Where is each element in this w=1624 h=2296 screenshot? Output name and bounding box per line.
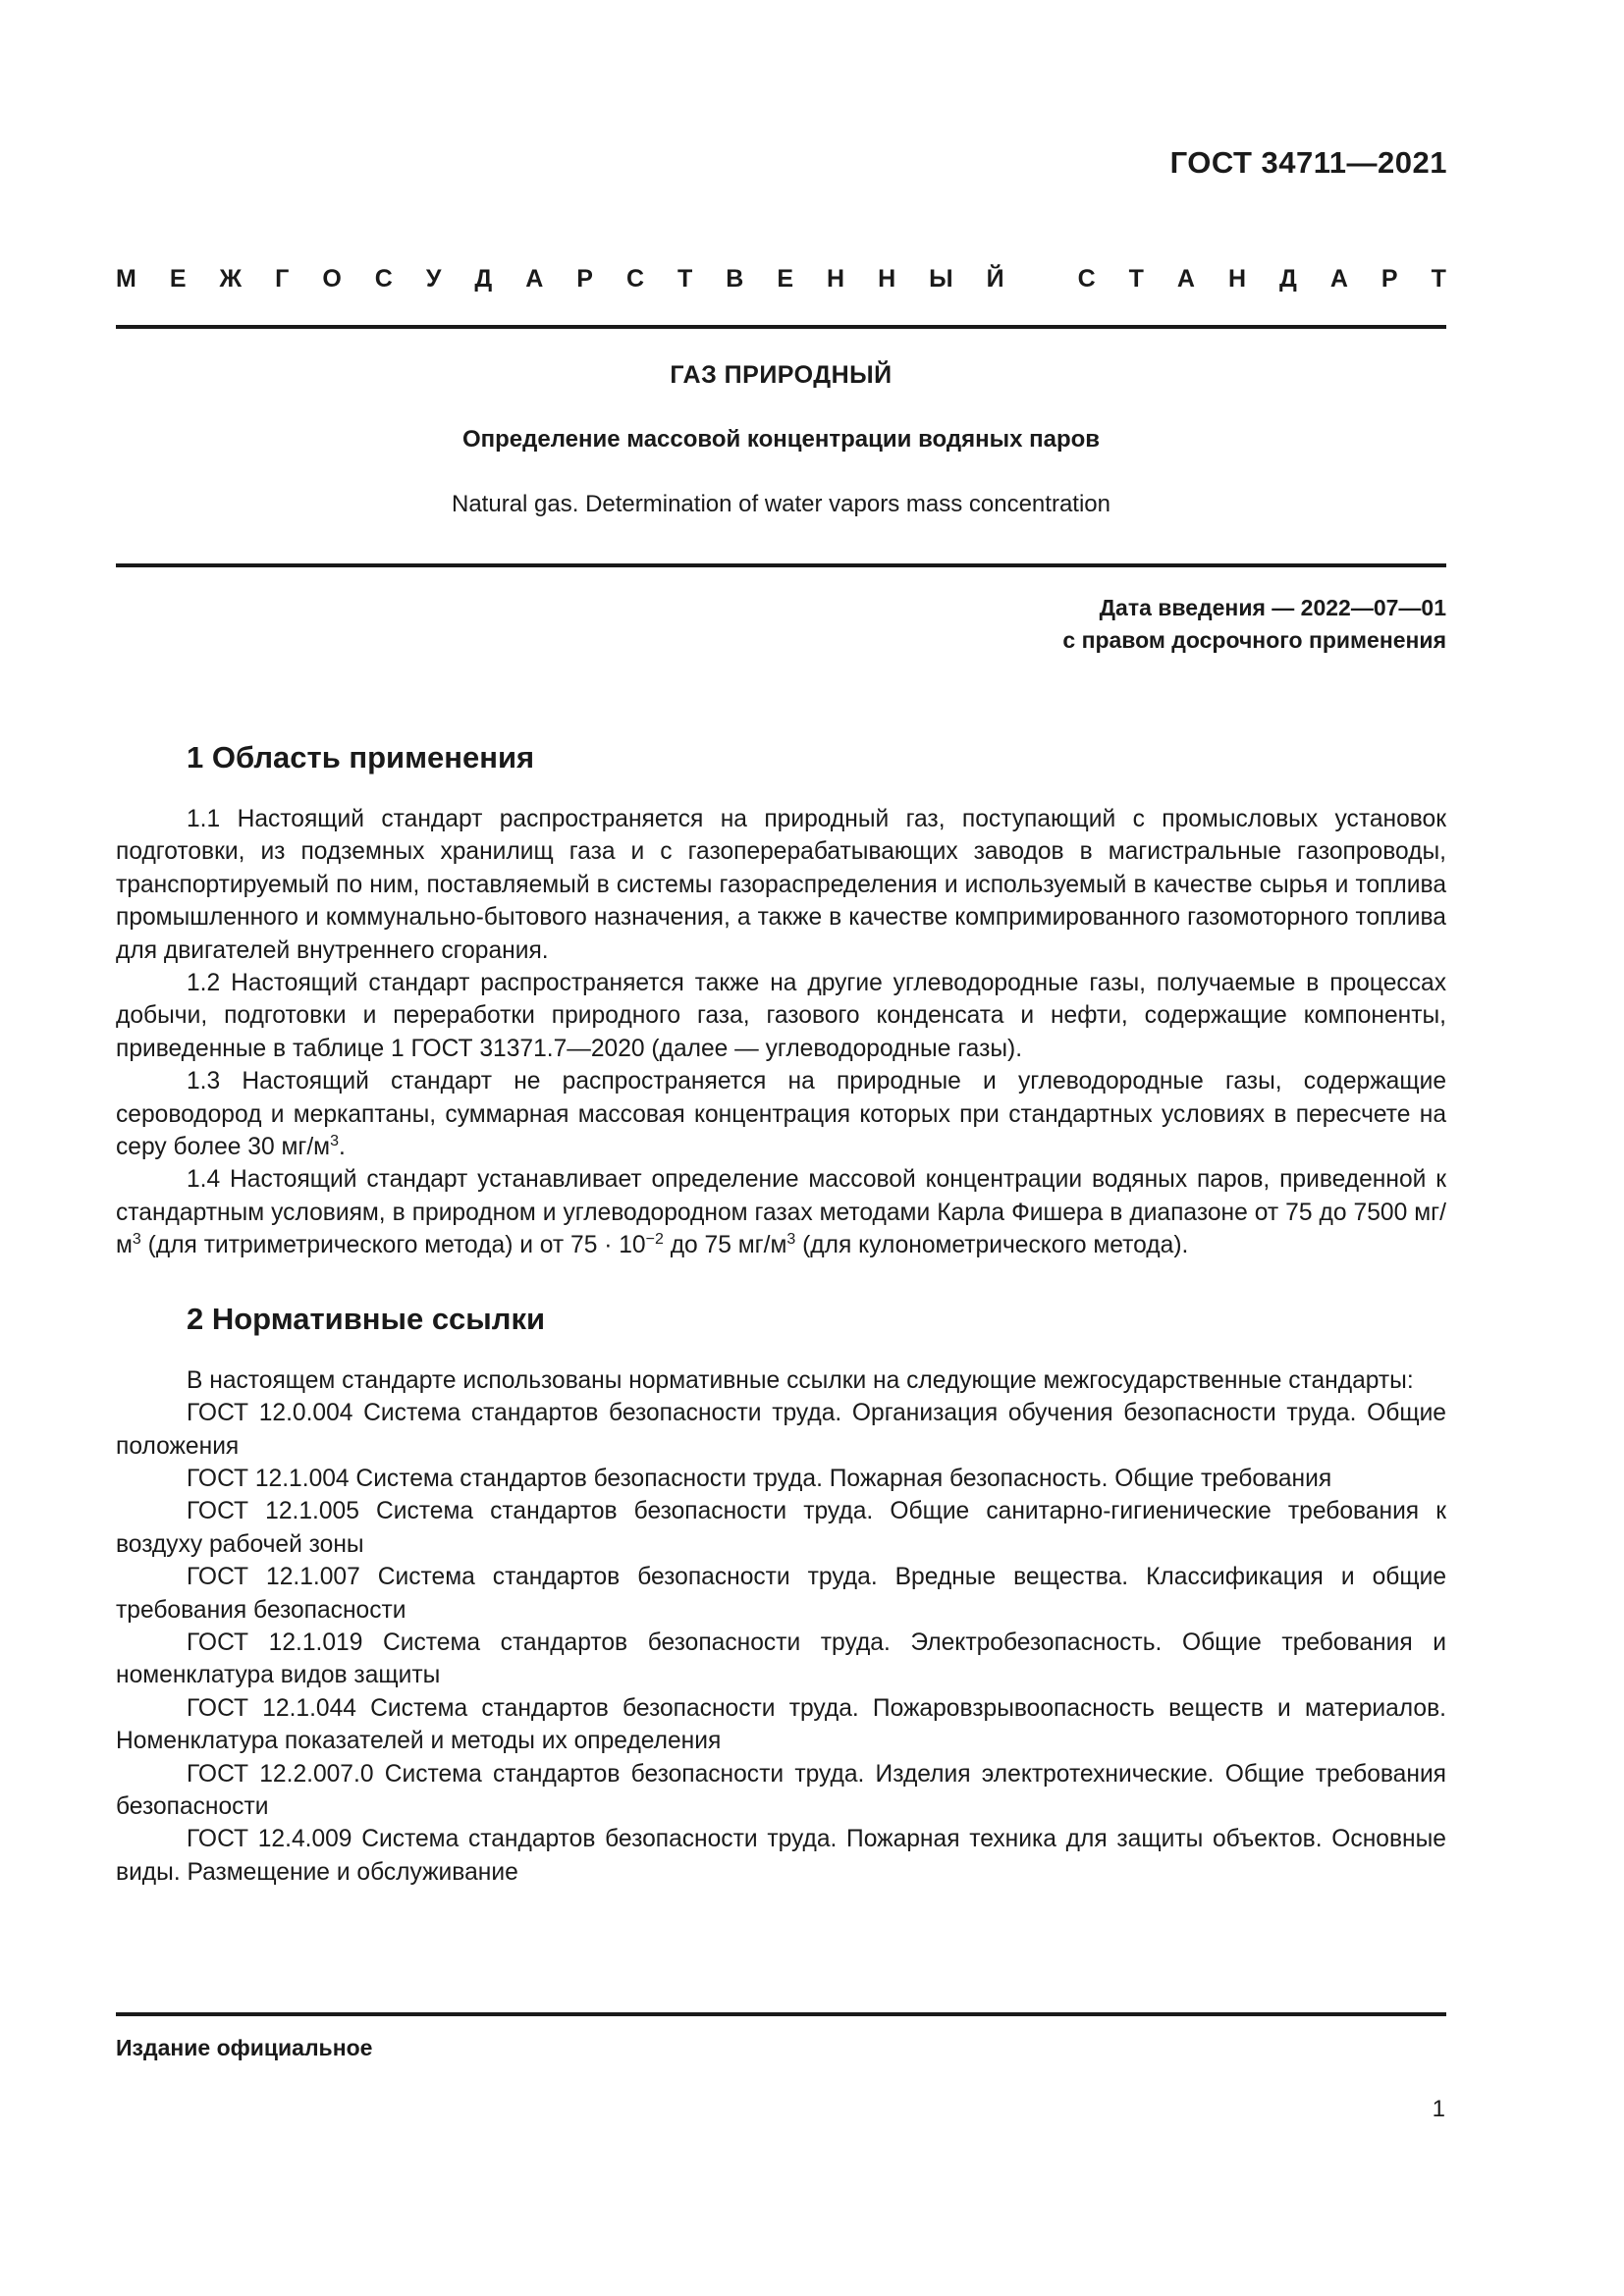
introduction-date: Дата введения — 2022—07—01 [1099,595,1446,620]
banner-letter: Р [576,265,593,293]
section-heading: 2 Нормативные ссылки [187,1301,546,1336]
paragraph-text: 1.4 Настоящий стандарт устанавливает определение массовой концентрации водяных паров, приведенной к стандартным условиям, в природном и углеводородном газах методами Карла Фишера в диапазоне от 75 до 7500 мг/м [116,1166,1446,1259]
banner-letter: Е [169,265,187,293]
banner-letter: Н [827,265,845,293]
section-heading: 1 Область применения [187,740,535,774]
banner-letter: В [726,265,744,293]
banner-letter: А [1176,265,1195,293]
banner-letter: А [1329,265,1348,293]
document-title: ГАЗ ПРИРОДНЫЙ [670,361,893,389]
paragraph-text: (для титриметрического метода) и от 75 · 10 [140,1232,646,1259]
superscript: −2 [645,1231,664,1249]
reference-item: ГОСТ 12.1.044 Система стандартов безопасности труда. Пожаровзрывоопасность веществ и материалов. Номенклатура показателей и методы их определения [116,1694,1446,1755]
banner-letter: У [425,265,442,293]
paragraph-text: 1.3 Настоящий стандарт не распространяется на природные и углеводородные газы, содержащие сероводород и меркаптаны, суммарная массовая концентрация которых при стандартных условиях в пересчете на серу более 30 мг/м [116,1068,1446,1161]
banner-letter: Д [474,265,493,293]
document-number: ГОСТ 34711—2021 [1169,145,1447,180]
early-application-note: с правом досрочного применения [1062,627,1446,653]
banner-letter: Д [1279,265,1297,293]
document-subtitle: Определение массовой концентрации водяных паров [461,426,1101,453]
introduction-date-block [1062,592,1446,657]
document-title-english: Natural gas. Determination of water vapors mass concentration [452,491,1110,517]
reference-item: ГОСТ 12.4.009 Система стандартов безопасности труда. Пожарная техника для защиты объектов. Основные виды. Размещение и обслуживание [116,1826,1446,1886]
reference-item: ГОСТ 12.1.005 Система стандартов безопасности труда. Общие санитарно-гигиенические требования к воздуху рабочей зоны [116,1498,1446,1558]
edition-label: Издание официальное [116,2035,373,2060]
document-body [116,738,1446,1889]
banner-letter: Н [1227,265,1247,293]
interstate-standard-banner [116,265,1446,294]
banner-letter: Е [777,265,794,293]
banner-letter: Р [1380,265,1398,293]
banner-letter: Т [677,265,693,293]
reference-item: ГОСТ 12.2.007.0 Система стандартов безопасности труда. Изделия электротехнические. Общие требования безопасности [116,1760,1446,1820]
title-divider [116,563,1446,567]
paragraph [116,1065,1446,1163]
banner-letter: С [1077,265,1096,293]
reference-item: ГОСТ 12.0.004 Система стандартов безопасности труда. Организация обучения безопасности труда. Общие положения [116,1400,1446,1460]
page-number: 1 [1432,2096,1445,2122]
paragraph: В настоящем стандарте использованы нормативные ссылки на следующие межгосударственные стандарты: [187,1366,1414,1394]
banner-letter: С [625,265,645,293]
banner-gap [1038,265,1045,294]
banner-letter: Т [1431,265,1446,293]
banner-letter: Г [275,265,290,293]
header-divider [116,325,1446,329]
banner-letter: А [525,265,544,293]
paragraph-text: до 75 мг/м [663,1232,787,1259]
banner-letter: Ы [929,265,953,293]
banner-letter: О [322,265,342,293]
banner-letter: М [116,265,136,293]
reference-item: ГОСТ 12.1.004 Система стандартов безопасности труда. Пожарная безопасность. Общие требования [187,1465,1332,1492]
paragraph [116,1163,1446,1261]
superscript: 3 [786,1231,796,1249]
superscript: 3 [330,1132,339,1149]
banner-letter: Й [986,265,1004,293]
reference-item: ГОСТ 12.1.007 Система стандартов безопасности труда. Вредные вещества. Классификация и общие требования безопасности [116,1564,1446,1624]
banner-letter: Т [1128,265,1144,293]
reference-item: ГОСТ 12.1.019 Система стандартов безопасности труда. Электробезопасность. Общие требования и номенклатура видов защиты [116,1629,1446,1689]
banner-letter: Ж [219,265,243,293]
paragraph-text: (для кулонометрического метода). [795,1232,1189,1259]
footer-divider [116,2012,1446,2016]
banner-letter: Н [878,265,896,293]
paragraph-text: . [338,1134,346,1161]
superscript: 3 [132,1231,141,1249]
paragraph: 1.2 Настоящий стандарт распространяется также на другие углеводородные газы, получаемые в процессах добычи, подготовки и переработки природного газа, газового конденсата и нефти, содержащие компоненты, приведенные в таблице 1 ГОСТ 31371.7—2020 (далее — углеводородные газы). [116,970,1446,1062]
paragraph: 1.1 Настоящий стандарт распространяется на природный газ, поступающий с промысловых установок подготовки, из подземных хранилищ газа и с газоперерабатывающих заводов в магистральные газопроводы, транспортируемый по ним, поставляемый в системы газораспределения и используемый в качестве сырья и топлива промышленного и коммунально-бытового назначения, а также в качестве компримированного газомоторного топлива для двигателей внутреннего сгорания. [116,806,1446,964]
banner-letter: С [374,265,393,293]
